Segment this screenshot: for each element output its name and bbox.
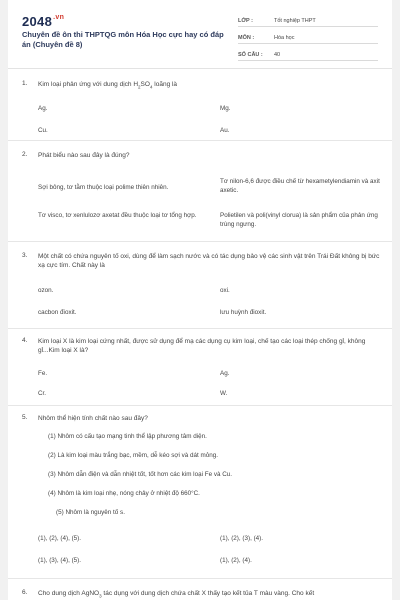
- answer-option-b[interactable]: Tơ nilon-6,6 được điều chế từ hexametylendiamin và axit axetic.: [220, 178, 380, 194]
- document-title: Chuyên đề ôn thi THPTQG môn Hóa Học cực hay có đáp án (Chuyên đề 8): [22, 30, 224, 49]
- answer-option-b[interactable]: (1), (2), (3), (4).: [220, 535, 264, 542]
- question-number: 1.: [22, 80, 28, 87]
- document-header: [8, 0, 392, 60]
- question-6: [8, 579, 392, 600]
- site-logo[interactable]: $2048^{.vn}$: [22, 14, 65, 29]
- statement-3: (3) Nhôm dẫn điện và dẫn nhiệt tốt, tốt hơn các kim loại Fe và Cu.: [48, 471, 233, 478]
- document-meta: [238, 14, 378, 65]
- question-4: [8, 329, 392, 406]
- meta-row-count: SỐ CÂU : 40: [238, 48, 378, 61]
- answer-option-d[interactable]: lưu huỳnh đioxit.: [220, 309, 267, 316]
- meta-row-subject: MÔN : Hóa học: [238, 31, 378, 44]
- question-text: Nhôm thể hiện tính chất nào sau đây?: [38, 415, 148, 422]
- question-text: Kim loại phản ứng với dung dịch $H_2SO_4$ loãng là: [38, 81, 178, 90]
- answer-option-a[interactable]: Ag.: [38, 105, 48, 112]
- meta-row-grade: LỚP : Tốt nghiệp THPT: [238, 14, 378, 27]
- statement-4: (4) Nhôm là kim loại nhẹ, nóng chảy ở nhiệt độ 660°C.: [48, 490, 200, 497]
- question-number: 6.: [22, 589, 28, 596]
- question-number: 4.: [22, 337, 28, 344]
- answer-option-c[interactable]: Tơ visco, tơ xenlulozơ axetat đều thuộc loại tơ tổng hợp.: [38, 212, 197, 219]
- question-text: Kim loại X là kim loại cứng nhất, được sử dụng để mạ các dụng cụ kim loại, chế tạo các loại thép chống gỉ, không gỉ...Kim loại X là?: [38, 338, 366, 354]
- question-text: Cho dung dịch AgNO$_3$ tác dụng với dung dịch chứa chất X thấy tạo kết tủa T màu vàng. Cho kết: [38, 590, 315, 599]
- statement-5: (5) Nhôm là nguyên tố s.: [56, 509, 125, 516]
- question-1: [8, 70, 392, 141]
- answer-option-b[interactable]: Mg.: [220, 105, 231, 112]
- answer-option-d[interactable]: Au.: [220, 127, 230, 134]
- question-text: Phát biểu nào sau đây là đúng?: [38, 152, 130, 159]
- answer-option-c[interactable]: Cu.: [38, 127, 48, 134]
- answer-option-c[interactable]: cacbon đioxit.: [38, 309, 77, 316]
- answer-option-a[interactable]: (1), (2), (4), (5).: [38, 535, 82, 542]
- answer-option-c[interactable]: (1), (3), (4), (5).: [38, 557, 82, 564]
- question-3: [8, 242, 392, 329]
- answer-option-d[interactable]: W.: [220, 390, 228, 397]
- question-5: [8, 406, 392, 579]
- statement-1: (1) Nhôm có cấu tạo mạng tinh thể lập phương tâm diện.: [48, 433, 207, 440]
- header-divider: [8, 68, 392, 69]
- answer-option-b[interactable]: Ag.: [220, 370, 230, 377]
- answer-option-a[interactable]: Sợi bông, tơ tằm thuộc loại polime thiên nhiên.: [38, 184, 169, 191]
- answer-option-b[interactable]: oxi.: [220, 287, 230, 294]
- statement-2: (2) Là kim loại màu trắng bạc, mềm, dễ kéo sợi và dát mỏng.: [48, 452, 219, 459]
- question-number: 5.: [22, 414, 28, 421]
- answer-option-d[interactable]: (1), (2), (4).: [220, 557, 252, 564]
- question-2: [8, 141, 392, 242]
- answer-option-a[interactable]: ozon.: [38, 287, 54, 294]
- question-number: 3.: [22, 252, 28, 259]
- question-list: [8, 70, 392, 600]
- question-number: 2.: [22, 151, 28, 158]
- question-text: Một chất có chứa nguyên tố oxi, dùng để làm sạch nước và có tác dụng bảo vệ các sinh vật trên Trái Đất không bị bức xạ cực tím. Chất này là: [38, 253, 380, 269]
- answer-option-d[interactable]: Polietilen và poli(vinyl clorua) là sản phẩm của phản ứng trùng ngưng.: [220, 212, 378, 228]
- document-page: [8, 0, 392, 600]
- answer-option-c[interactable]: Cr.: [38, 390, 47, 397]
- answer-option-a[interactable]: Fe.: [38, 370, 48, 377]
